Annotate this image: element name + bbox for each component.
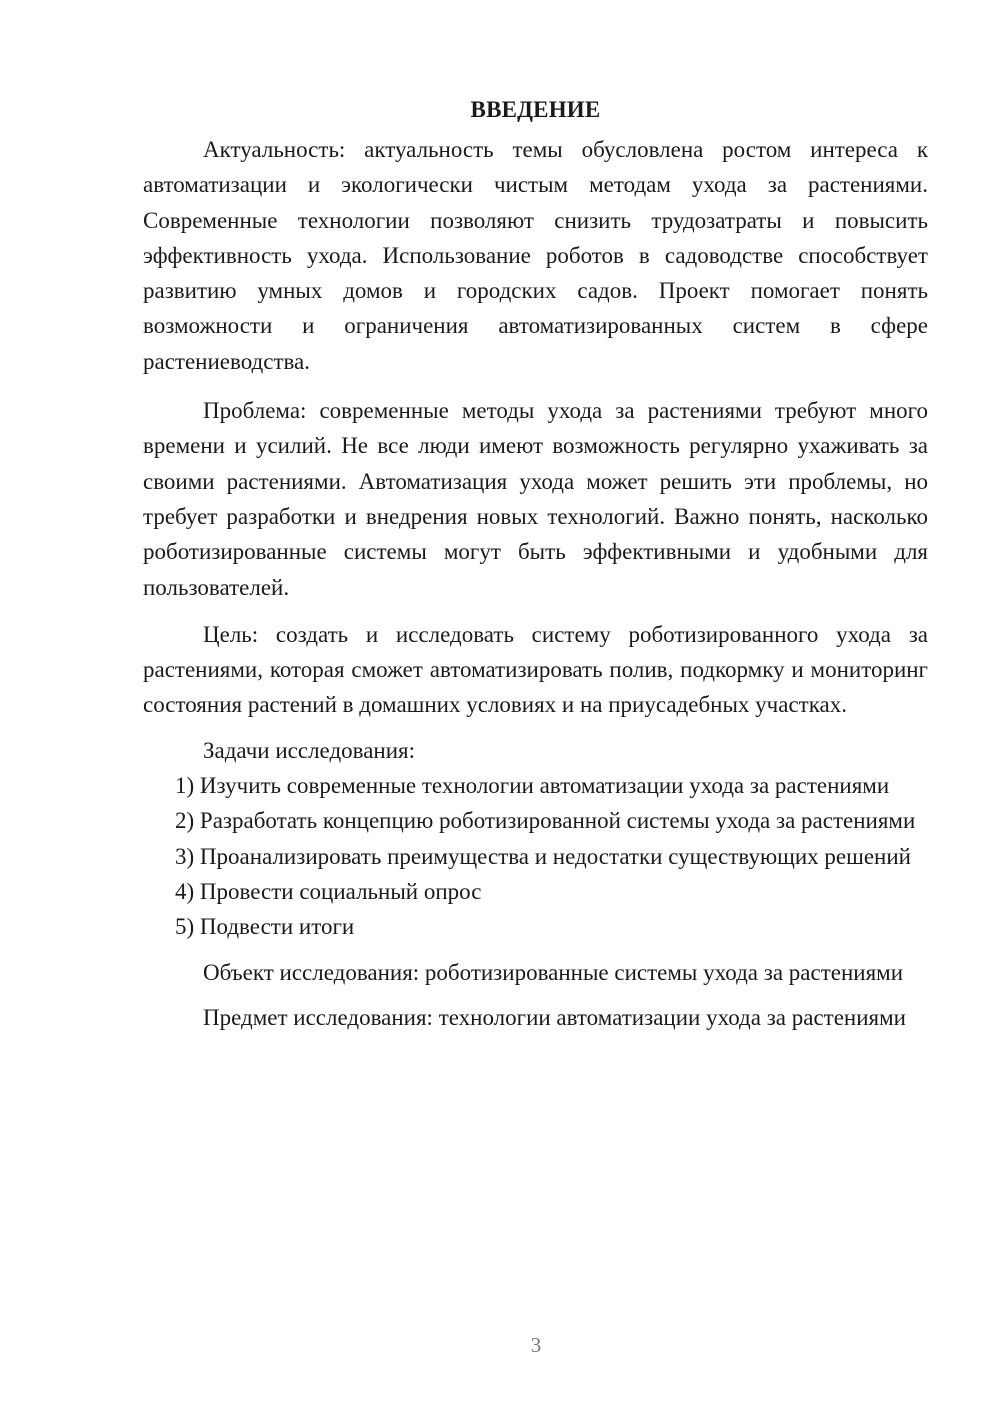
page-number: 3 (530, 1333, 542, 1357)
task-item: 4) Провести социальный опрос (175, 878, 482, 904)
paragraph-relevance: Актуальность: актуальность темы обусловлена ростом интереса к автоматизации и экологически чистым методам ухода за растениями. Современные технологии позволяют снизить трудозатраты и повысить эффективность ухода. Использование роботов в садоводстве способствует развитию умных домов и городских садов. Проект помогает понять возможности и ограничения автоматизированных систем в сфере растениеводства. (143, 137, 928, 374)
page-content (143, 92, 928, 1035)
task-item: 3) Проанализировать преимущества и недостатки существующих решений (175, 843, 911, 869)
paragraph-goal: Цель: создать и исследовать систему роботизированного ухода за растениями, которая сможет автоматизировать полив, подкормку и мониторинг состояния растений в домашних условиях и на приусадебных участках. (143, 621, 928, 718)
paragraph-object: Объект исследования: роботизированные системы ухода за растениями (203, 959, 904, 985)
paragraph-subject: Предмет исследования: технологии автоматизации ухода за растениями (203, 1004, 906, 1030)
tasks-heading: Задачи исследования: (203, 737, 416, 763)
task-item: 2) Разработать концепцию роботизированной системы ухода за растениями (175, 808, 916, 834)
task-item: 1) Изучить современные технологии автоматизации ухода за растениями (175, 773, 890, 799)
task-item: 5) Подвести итоги (175, 914, 355, 940)
paragraph-problem: Проблема: современные методы ухода за растениями требуют много времени и усилий. Не все люди имеют возможность регулярно ухаживать за своими растениями. Автоматизация ухода может решить эти проблемы, но требует разработки и внедрения новых технологий. Важно понять, насколько роботизированные системы могут быть эффективными и удобными для пользователей. (143, 398, 928, 600)
section-title: ВВЕДЕНИЕ (470, 97, 601, 122)
tasks-list (143, 768, 928, 944)
